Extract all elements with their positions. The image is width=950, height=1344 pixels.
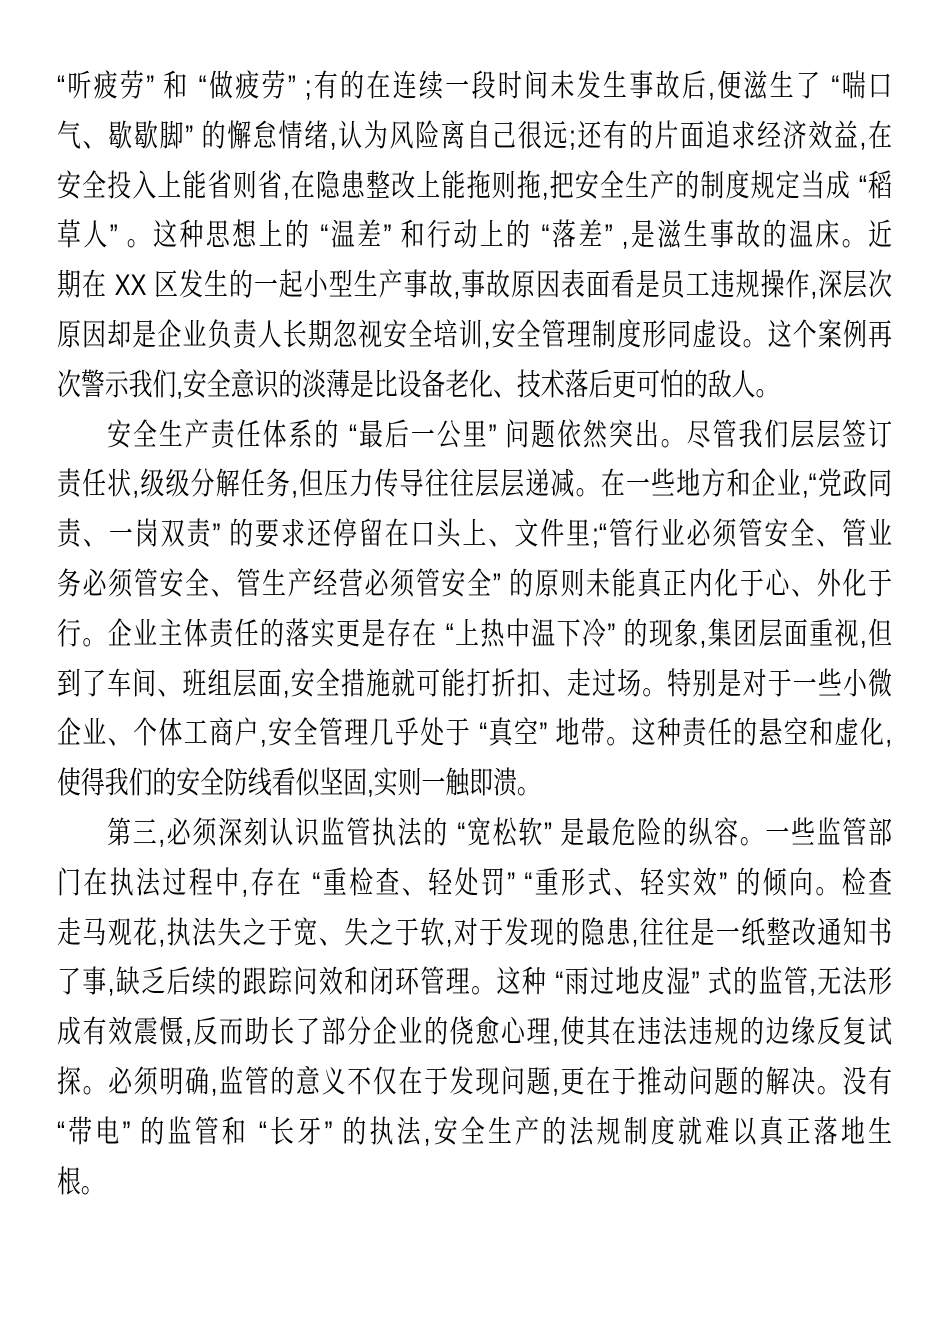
document-text xyxy=(57,62,892,1207)
text-line: 了事,缺乏后续的跟踪问效和闭环管理。这种 “雨过地皮湿” 式的监管,无法形 xyxy=(57,966,892,1000)
text-line: 责任状,级级分解任务,但压力传导往往层层递减。在一些地方和企业,“党政同 xyxy=(57,468,892,502)
text-line: 根。 xyxy=(57,1165,105,1199)
text-line: “带电” 的监管和 “长牙” 的执法,安全生产的法规制度就难以真正落地生 xyxy=(57,1115,892,1149)
paragraph xyxy=(57,809,892,1207)
text-line: “听疲劳” 和 “做疲劳” ;有的在连续一段时间未发生事故后,便滋生了 “喘口 xyxy=(57,70,892,103)
text-line: 草人” 。这种思想上的 “温差” 和行动上的 “落差” ,是滋生事故的温床。近 xyxy=(57,219,892,253)
text-line: 原因却是企业负责人长期忽视安全培训,安全管理制度形同虚设。这个案例再 xyxy=(57,318,892,352)
text-line: 使得我们的安全防线看似坚固,实则一触即溃。 xyxy=(57,767,541,801)
text-line: 探。必须明确,监管的意义不仅在于发现问题,更在于推动问题的解决。没有 xyxy=(57,1065,892,1099)
paragraph xyxy=(57,62,892,411)
text-line: 成有效震慑,反而助长了部分企业的侥愈心理,使其在违法违规的边缘反复试 xyxy=(57,1016,892,1050)
text-line: 门在执法过程中,存在 “重检查、轻处罚” “重形式、轻实效” 的倾向。检查 xyxy=(57,866,892,900)
text-line: 企业、个体工商户,安全管理几乎处于 “真空” 地带。这种责任的悬空和虚化, xyxy=(57,717,892,751)
text-line: 期在 XX 区发生的一起小型生产事故,事故原因表面看是员工违规操作,深层次 xyxy=(57,269,892,303)
text-line: 气、歇歇脚” 的懈怠情绪,认为风险离自己很远;还有的片面追求经济效益,在 xyxy=(57,119,892,153)
text-line: 走马观花,执法失之于宽、失之于软,对于发现的隐患,往往是一纸整改通知书 xyxy=(57,916,892,950)
text-line: 责、一岗双责” 的要求还停留在口头上、文件里;“管行业必须管安全、管业 xyxy=(57,518,892,552)
text-line: 行。企业主体责任的落实更是存在 “上热中温下冷” 的现象,集团层面重视,但 xyxy=(57,617,892,651)
text-line: 到了车间、班组层面,安全措施就可能打折扣、走过场。特别是对于一些小微 xyxy=(57,667,892,701)
paragraph xyxy=(57,411,892,809)
text-line: 第三,必须深刻认识监管执法的 “宽松软” 是最危险的纵容。一些监管部 xyxy=(107,816,892,850)
text-line: 务必须管安全、管生产经营必须管安全” 的原则未能真正内化于心、外化于 xyxy=(57,567,892,601)
text-line: 次警示我们,安全意识的淡薄是比设备老化、技术落后更可怕的敌人。 xyxy=(57,368,780,402)
text-line: 安全生产责任体系的 “最后一公里” 问题依然突出。尽管我们层层签订 xyxy=(107,418,892,452)
text-line: 安全投入上能省则省,在隐患整改上能拖则拖,把安全生产的制度规定当成 “稻 xyxy=(57,169,892,203)
